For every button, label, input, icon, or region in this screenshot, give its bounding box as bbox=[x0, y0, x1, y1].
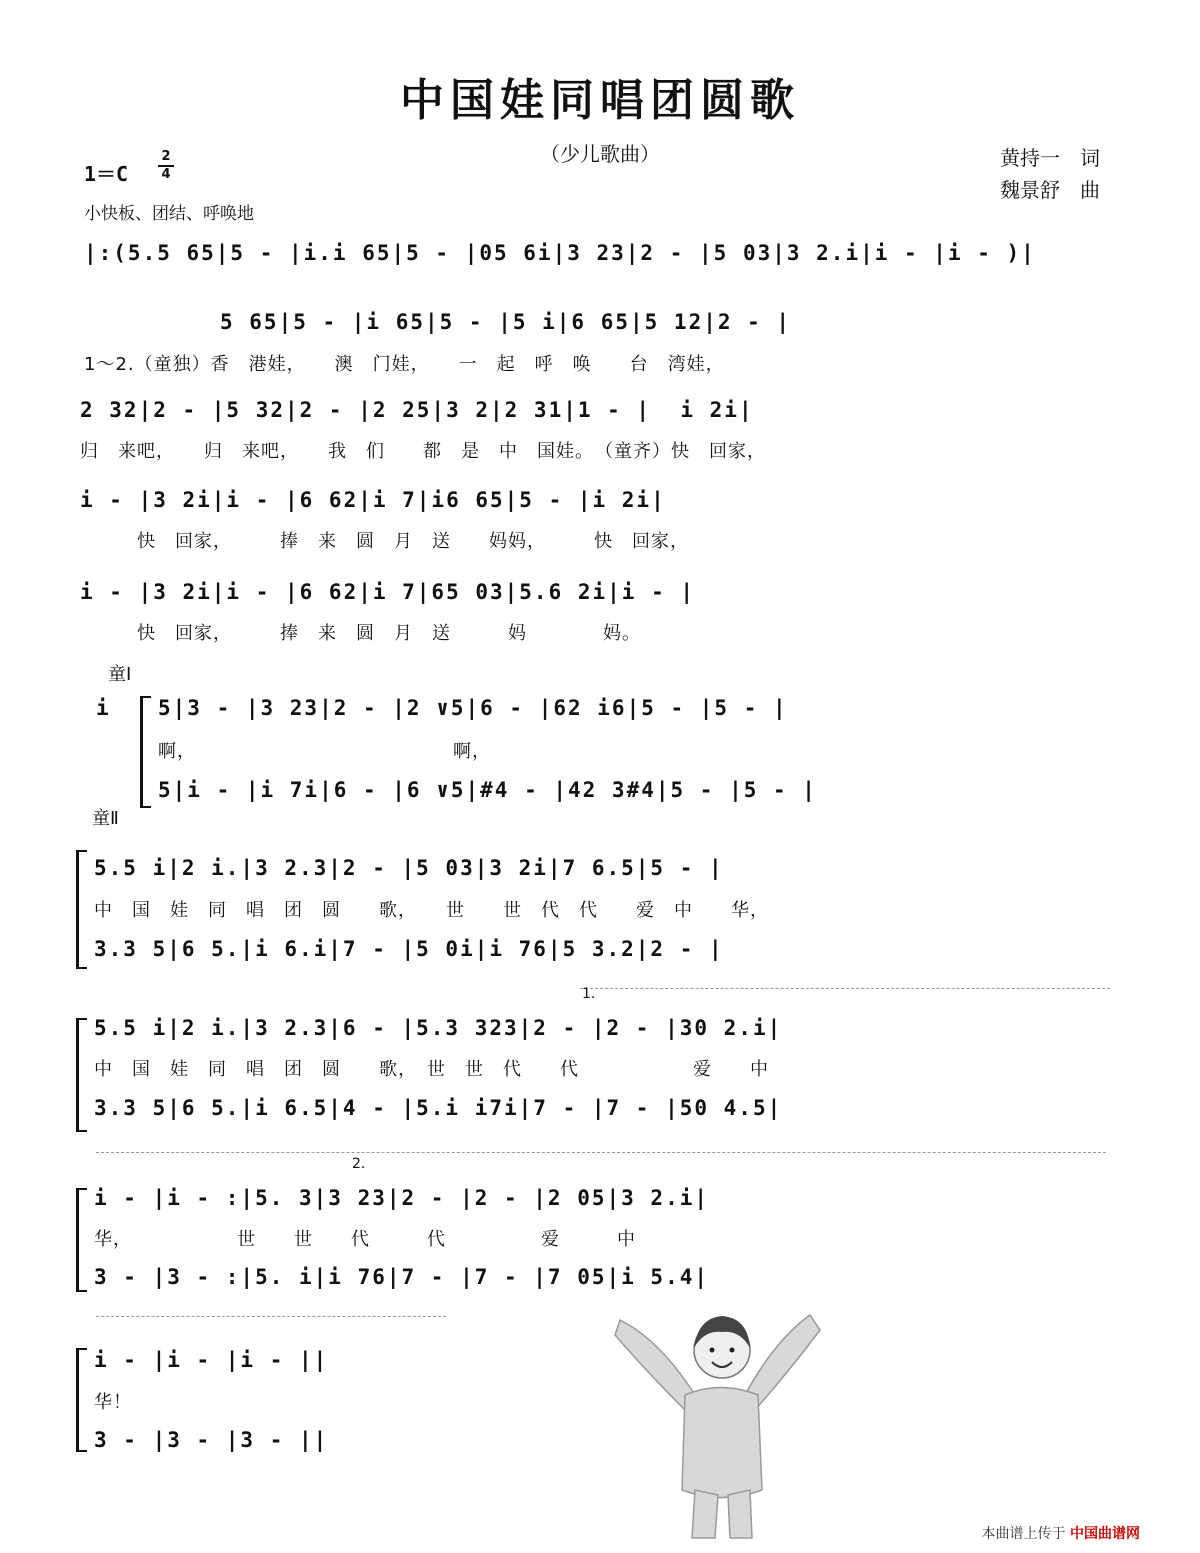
ending2-upper-voice bbox=[0, 1178, 1200, 1218]
child-illustration bbox=[600, 1300, 830, 1540]
system-verse-4 bbox=[0, 572, 1200, 612]
volta-line-2 bbox=[96, 1152, 1106, 1153]
tempo-marking: 小快板、团结、呼唤地 bbox=[84, 204, 254, 224]
notes-line: i - |3 2i|i - |6 62|i 7|i6 65|5 - |i 2i| bbox=[80, 488, 666, 512]
voice-label-1: 童Ⅰ bbox=[108, 664, 132, 685]
score-subtitle: （少儿歌曲） bbox=[540, 142, 660, 166]
time-signature-bottom: 4 bbox=[161, 167, 171, 182]
child-eye-left bbox=[710, 1348, 715, 1353]
notes-line: 5.5 i|2 i.|3 2.3|6 - |5.3 323|2 - |2 - |30 2.i| bbox=[94, 1016, 783, 1040]
notes-line: 5|3 - |3 23|2 - |2 ∨5|6 - |62 i6|5 - |5 - | bbox=[158, 696, 788, 720]
notes-line: 5 65|5 - |i 65|5 - |5 i|6 65|5 12|2 - | bbox=[220, 310, 792, 334]
ending1-upper-voice bbox=[0, 1008, 1200, 1048]
lyricist-credit: 黄持一 词 bbox=[1000, 146, 1100, 170]
voice-label-2: 童Ⅱ bbox=[92, 808, 119, 829]
time-signature bbox=[156, 150, 176, 182]
ending2-lower-voice bbox=[0, 1257, 1200, 1297]
notes-line: i - |i - :|5. 3|3 23|2 - |2 - |2 05|3 2.i| bbox=[94, 1186, 710, 1210]
site-logo[interactable]: 中国曲谱网 bbox=[1070, 1526, 1140, 1542]
chorus-lower-voice bbox=[0, 929, 1200, 969]
lyrics-line: 华！ bbox=[94, 1392, 132, 1413]
footer bbox=[982, 1523, 1140, 1543]
child-left-leg bbox=[692, 1490, 718, 1538]
lyrics-line: 1～2.（童独）香 港娃， 澳 门娃， 一 起 呼 唤 台 湾娃， bbox=[84, 354, 725, 375]
system-verse-2 bbox=[0, 390, 1200, 430]
notes-line: 2 32|2 - |5 32|2 - |2 25|3 2|2 31|1 - | i 2i| bbox=[80, 398, 754, 422]
system-verse-3 bbox=[0, 480, 1200, 520]
volta-line-1 bbox=[580, 988, 1110, 989]
ending1-lower-voice bbox=[0, 1088, 1200, 1128]
choir-upper-voice bbox=[0, 688, 1200, 728]
lyrics-line: 快 回家， 捧 来 圆 月 送 妈妈， 快 回家， bbox=[80, 531, 689, 552]
notes-line: 3.3 5|6 5.|i 6.i|7 - |5 0i|i 76|5 3.2|2 - | bbox=[94, 937, 724, 961]
volta-label-1: 1. bbox=[582, 986, 596, 1002]
lyrics-line: 华， 世 世 代 代 爱 中 bbox=[94, 1229, 636, 1250]
system-rule bbox=[96, 1316, 446, 1317]
score-title: 中国娃同唱团圆歌 bbox=[400, 75, 800, 126]
lyrics-line: 快 回家， 捧 来 圆 月 送 妈 妈。 bbox=[80, 623, 641, 644]
time-signature-top: 2 bbox=[161, 149, 171, 164]
notes-line: i - |3 2i|i - |6 62|i 7|65 03|5.6 2i|i - | bbox=[80, 580, 696, 604]
choir-lower-voice bbox=[0, 770, 1200, 810]
child-sweater bbox=[682, 1388, 762, 1498]
notes-line: i - |i - |i - || bbox=[94, 1348, 329, 1372]
lyrics-line: 中 国 娃 同 唱 团 圆 歌， 世 世 代 代 爱 中 bbox=[94, 1059, 769, 1080]
lyrics-line: 中 国 娃 同 唱 团 圆 歌， 世 世 代 代 爱 中 华， bbox=[94, 900, 769, 921]
lyrics-line: 啊， 啊， bbox=[158, 741, 491, 762]
key-signature: 1＝C bbox=[84, 162, 129, 186]
system-verse-1 bbox=[0, 302, 1200, 342]
notes-line: 5|i - |i 7i|6 - |6 ∨5|#4 - |42 3#4|5 - |5 - | bbox=[158, 778, 817, 802]
composer-credit: 魏景舒 曲 bbox=[1000, 178, 1100, 202]
notes-line: 5.5 i|2 i.|3 2.3|2 - |5 03|3 2i|7 6.5|5 - | bbox=[94, 856, 724, 880]
child-right-leg bbox=[728, 1490, 752, 1538]
footer-upload-text: 本曲谱上传于 bbox=[981, 1526, 1066, 1542]
notes-line: |:(5.5 65|5 - |i.i 65|5 - |05 6i|3 23|2 - |5 03|3 2.i|i - |i - )| bbox=[84, 241, 1036, 265]
chorus-upper-voice bbox=[0, 848, 1200, 888]
lyrics-line: 归 来吧， 归 来吧， 我 们 都 是 中 国娃。 （童齐）快 回家， bbox=[80, 441, 766, 462]
notes-line: 3 - |3 - |3 - || bbox=[94, 1428, 329, 1452]
child-left-arm bbox=[615, 1320, 695, 1410]
child-eye-right bbox=[730, 1348, 735, 1353]
pickup-note: i bbox=[96, 696, 111, 720]
notes-line: 3 - |3 - :|5. i|i 76|7 - |7 - |7 05|i 5.4| bbox=[94, 1265, 710, 1289]
notes-line: 3.3 5|6 5.|i 6.5|4 - |5.i i7i|7 - |7 - |50 4.5| bbox=[94, 1096, 783, 1120]
system-intro bbox=[0, 233, 1200, 273]
volta-label-2: 2. bbox=[352, 1156, 366, 1172]
